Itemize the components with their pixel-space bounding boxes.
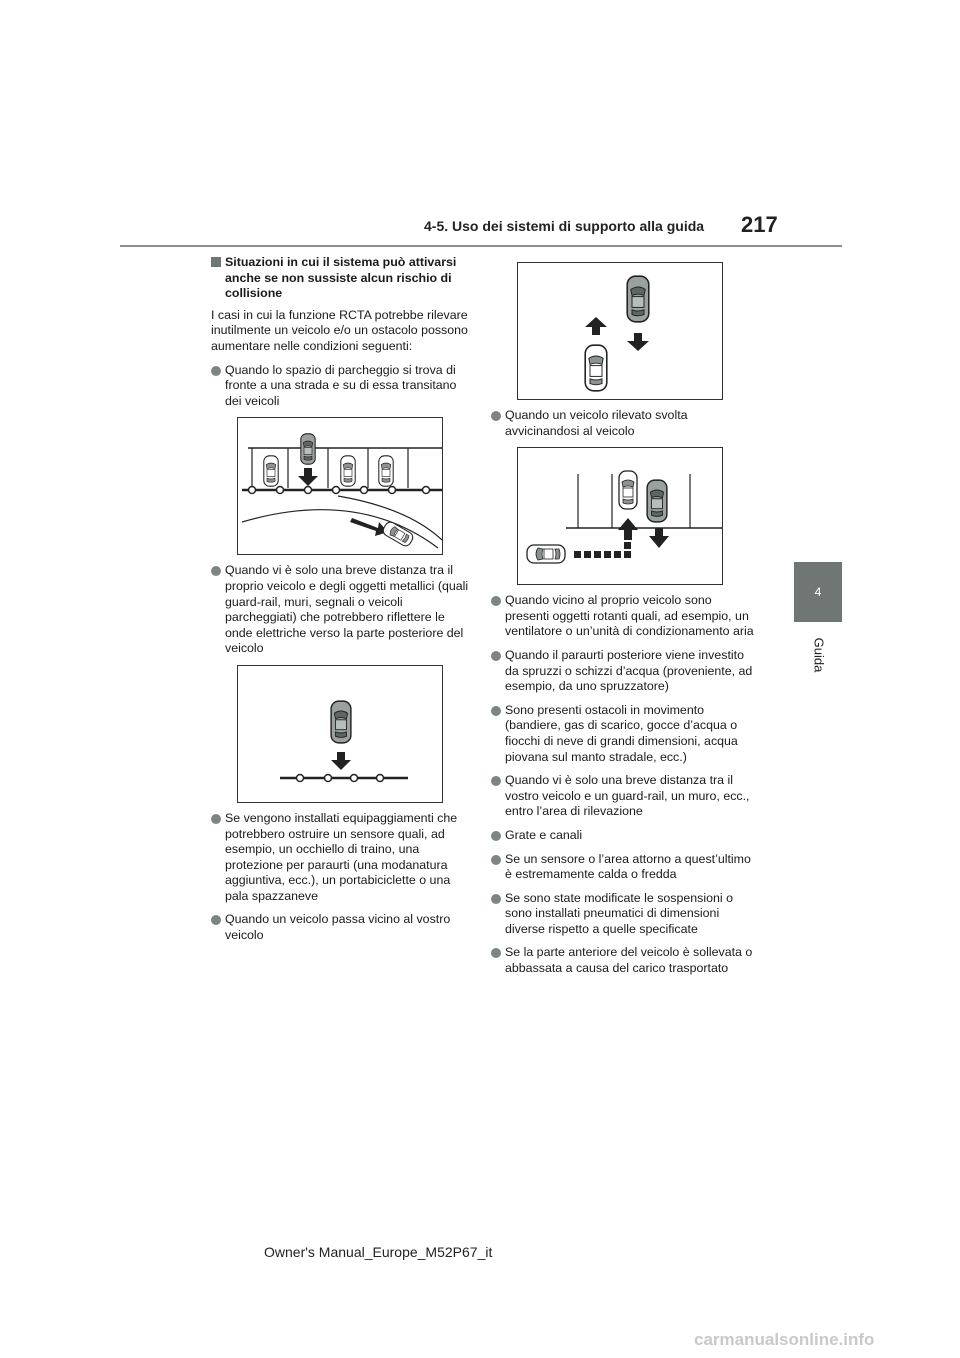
list-item-text: Se sono state modificate le sospensioni o sono installati pneumatici di dimensioni diverse rispetto a quelle specificate: [505, 890, 733, 936]
section-title: 4-5. Uso dei sistemi di supporto alla guida: [424, 218, 705, 234]
circle-bullet-icon: [491, 831, 501, 841]
list-item: [211, 563, 473, 657]
list-item-text: Grate e canali: [505, 827, 583, 842]
circle-bullet-icon: [491, 894, 501, 904]
list-item-text: Quando un veicolo passa vicino al vostro veicolo: [225, 912, 451, 943]
list-item: [491, 593, 755, 640]
square-bullet-icon: [211, 257, 221, 267]
footer-manual-id: Owner's Manual_Europe_M52P67_it: [264, 1244, 493, 1260]
circle-bullet-icon: [211, 566, 221, 576]
circle-bullet-icon: [491, 706, 501, 716]
circle-bullet-icon: [491, 855, 501, 865]
list-item-text: Sono presenti ostacoli in movimento (bandiere, gas di scarico, gocce d’acqua o fiocchi di neve di grandi dimensioni, acqua piovana sul manto stradale, ecc.): [505, 702, 738, 764]
chapter-tab[interactable]: [794, 562, 842, 622]
list-item: [211, 811, 473, 905]
list-item-text: Quando lo spazio di parcheggio si trova di fronte a una strada e su di essa transitano dei veicoli: [225, 362, 457, 408]
list-item-text: Se vengono installati equipaggiamenti che potrebbero ostruire un sensore quali, ad esempio, un occhiello di traino, una protezione per paraurti (una modanatura aggiuntiva, ecc.), un portabiciclette o una pala spazzaneve: [225, 810, 458, 903]
list-item-text: Quando vicino al proprio veicolo sono presenti oggetti rotanti quali, ad esempio, un ventilatore o un’unità di condizionamento aria: [505, 593, 754, 639]
list-item-text: Se la parte anteriore del veicolo è sollevata o abbassata a causa del carico trasportato: [505, 945, 753, 976]
circle-bullet-icon: [491, 776, 501, 786]
chapter-label: Guida: [811, 637, 827, 673]
list-item-text: Quando vi è solo una breve distanza tra il proprio veicolo e degli oggetti metallici (quali guard-rail, muri, segnali o veicoli parcheggiati) che potrebbero riflettere le onde elettriche verso la parte posteriore del veicolo: [225, 563, 469, 656]
figure-vehicle-turning: [517, 447, 723, 585]
list-item: [211, 363, 473, 410]
circle-bullet-icon: [491, 596, 501, 606]
circle-bullet-icon: [211, 915, 221, 925]
list-item: [211, 912, 473, 943]
section-heading: [211, 255, 473, 302]
right-column: [491, 262, 755, 985]
page-number: 217: [741, 212, 778, 237]
list-item-text: Quando un veicolo rilevato svolta avvicinandosi al veicolo: [505, 408, 688, 438]
chapter-number: 4: [814, 585, 822, 599]
figure-metal-objects-nearby: [237, 665, 443, 803]
list-item: [491, 408, 755, 439]
figure-vehicle-passing: [517, 262, 723, 400]
list-item: [491, 852, 755, 883]
watermark[interactable]: carmanualsonline.info: [694, 1330, 875, 1349]
figure-parking-facing-road: [237, 417, 443, 555]
list-item-text: Quando il paraurti posteriore viene investito da spruzzi o schizzi d’acqua (proveniente, ad esempio, da uno spruzzatore): [505, 647, 753, 694]
circle-bullet-icon: [491, 948, 501, 958]
list-item: [491, 703, 755, 765]
chapter-label-wrap: [810, 630, 828, 680]
section-heading-text: Situazioni in cui il sistema può attivarsi anche se non sussiste alcun rischio di collisione: [225, 255, 457, 301]
list-item: [491, 945, 755, 976]
list-item: [491, 648, 755, 695]
left-column: [211, 255, 473, 952]
circle-bullet-icon: [211, 366, 221, 376]
list-item-text: Se un sensore o l’area attorno a quest’ultimo è estremamente calda o fredda: [505, 851, 751, 882]
list-item: [491, 891, 755, 938]
list-item-text: Quando vi è solo una breve distanza tra il vostro veicolo e un guard-rail, un muro, ecc., entro l’area di rilevazione: [505, 773, 750, 819]
list-item: [491, 828, 755, 844]
list-item: [491, 773, 755, 820]
circle-bullet-icon: [491, 411, 501, 421]
circle-bullet-icon: [491, 651, 501, 661]
header-divider: [120, 245, 842, 247]
intro-paragraph: I casi in cui la funzione RCTA potrebbe rilevare inutilmente un veicolo e/o un ostacolo possono aumentare nelle condizioni seguenti:: [211, 307, 468, 353]
circle-bullet-icon: [211, 814, 221, 824]
